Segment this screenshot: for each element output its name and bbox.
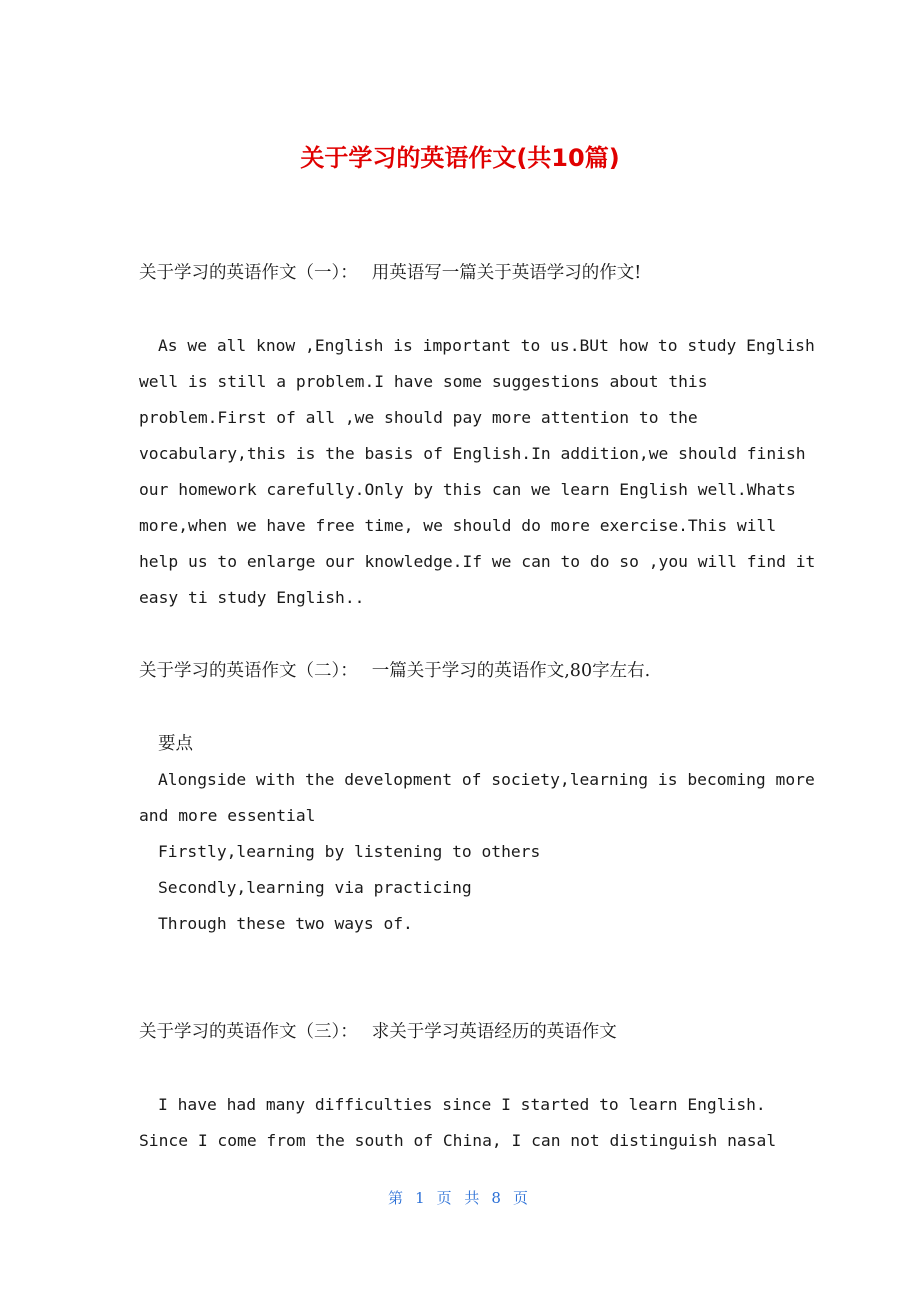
section-2-key-points-label: 要点 (158, 734, 193, 754)
footer-page-number: 1 (415, 1189, 429, 1207)
section-2-line-5: Through these two ways of. (158, 914, 413, 933)
section-3-heading-label: 关于学习的英语作文（三）： (139, 1022, 358, 1042)
section-3-heading (139, 1021, 617, 1043)
page-footer (0, 1188, 920, 1208)
section-1-line-5: our homework carefully.Only by this can we learn English well.Whats (139, 480, 796, 499)
section-2-heading-label: 关于学习的英语作文（二）： (139, 661, 358, 681)
section-2-line-1: Alongside with the development of society,learning is becoming more (158, 770, 815, 789)
section-2-line-3: Firstly,learning by listening to others (158, 842, 541, 861)
section-2-line-2: and more essential (139, 806, 316, 825)
section-1-line-1: As we all know ,English is important to us.BUt how to study English (158, 336, 815, 355)
section-2-line-4: Secondly,learning via practicing (158, 878, 472, 897)
section-1-line-2: well is still a problem.I have some suggestions about this (139, 372, 708, 391)
section-3-line-2: Since I come from the south of China, I can not distinguish nasal (139, 1131, 777, 1150)
section-2-heading (139, 660, 650, 682)
section-1-line-3: problem.First of all ,we should pay more attention to the (139, 408, 698, 427)
section-3-subtitle: 求关于学习英语经历的英语作文 (371, 1022, 617, 1042)
section-1-heading-label: 关于学习的英语作文（一）： (139, 263, 358, 283)
section-2-subtitle: 一篇关于学习的英语作文,80字左右. (371, 661, 651, 681)
footer-suffix: 页 (512, 1189, 532, 1207)
section-1-line-8: easy ti study English.. (139, 588, 365, 607)
footer-middle: 页 共 (436, 1189, 484, 1207)
section-3-line-1: I have had many difficulties since I started to learn English. (158, 1095, 766, 1114)
section-1-heading (139, 262, 641, 284)
page-title: 关于学习的英语作文(共10篇) (300, 144, 620, 172)
section-1-line-6: more,when we have free time, we should do more exercise.This will (139, 516, 777, 535)
footer-prefix: 第 (388, 1189, 408, 1207)
section-1-line-7: help us to enlarge our knowledge.If we can to do so ,you will find it (139, 552, 816, 571)
section-1-line-4: vocabulary,this is the basis of English.In addition,we should finish (139, 444, 806, 463)
footer-total-pages: 8 (491, 1189, 505, 1207)
section-1-subtitle: 用英语写一篇关于英语学习的作文! (371, 263, 642, 283)
